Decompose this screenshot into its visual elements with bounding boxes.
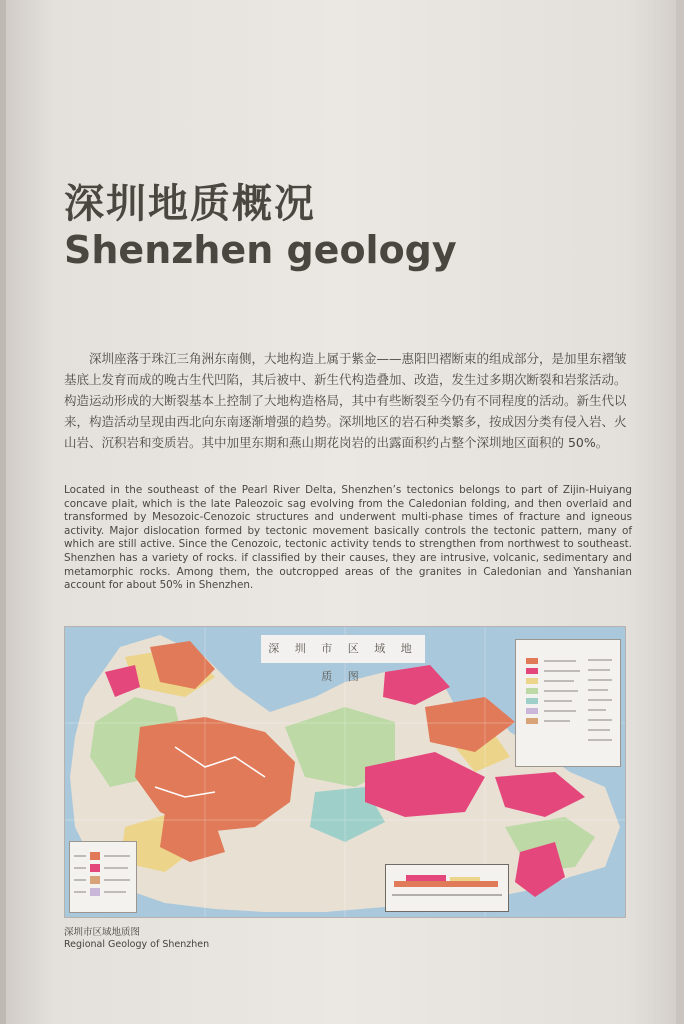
legend-swatch (526, 718, 538, 724)
legend-swatch (526, 668, 538, 674)
panel-right-edge (676, 0, 684, 1024)
map-caption-english: Regional Geology of Shenzhen (64, 939, 210, 950)
legend-swatch (90, 864, 100, 872)
section-band (450, 877, 480, 881)
legend-swatch (526, 658, 538, 664)
page-title-chinese: 深圳地质概况 (64, 181, 316, 227)
legend-text-lines (74, 856, 130, 892)
legend-swatch (90, 876, 100, 884)
map-legend (515, 639, 621, 767)
legend-swatch (90, 852, 100, 860)
map-title: 深 圳 市 区 域 地 质 图 (261, 635, 425, 663)
legend-swatch (526, 678, 538, 684)
cross-section-profile (385, 864, 509, 912)
legend-swatch (90, 888, 100, 896)
section-band (394, 881, 498, 887)
legend-swatch (526, 708, 538, 714)
legend-swatch (526, 698, 538, 704)
legend-text-lines (544, 660, 612, 740)
description-english: Located in the southeast of the Pearl River Delta, Shenzhen’s tectonics belongs to part of Zijin-Huiyang concave plait, which is the late Paleozoic sag evolving from the Caledonian folding, and then overlaid and transformed by Mesozoic-Cenozoic structures and underwent multi-phase times of fracture and igneous activity. Major dislocation formed by tectonic movement basically controls the tectonic pattern, many of which are still active. Since the Cenozoic, tectonic activity tends to strengthen from northwest to southeast. Shenzhen has a variety of rocks. if classified by their causes, they are intrusive, volcanic, sedimentary and metamorphic rocks. Among them, the outcropped areas of the granites in Caledonian and Yanshanian account for about 50% in Shenzhen. (64, 484, 632, 592)
description-chinese: 深圳座落于珠江三角洲东南侧，大地构造上属于紫金——惠阳凹褶断束的组成部分，是加里东褶皱基底上发育而成的晚古生代凹陷，其后被中、新生代构造叠加、改造，发生过多期次断裂和岩浆活动。构造运动形成的大断裂基本上控制了大地构造格局，其中有些断裂至今仍有不同程度的活动。新生代以来，构造活动呈现由西北向东南逐渐增强的趋势。深圳地区的岩石种类繁多，按成因分类有侵入岩、火山岩、沉积岩和变质岩。其中加里东期和燕山期花岗岩的出露面积约占整个深圳地区面积的 50%。 (64, 351, 627, 450)
inset-legend-graphic (70, 842, 136, 912)
geological-map (64, 626, 626, 918)
panel-left-edge (0, 0, 6, 1024)
section-band (406, 875, 446, 881)
cross-section-graphic (386, 865, 508, 911)
page-title-english: Shenzhen geology (64, 228, 457, 272)
legend-graphic (516, 640, 620, 766)
legend-swatch (526, 688, 538, 694)
map-caption-chinese: 深圳市区域地质图 (64, 927, 141, 938)
map-inset-legend (69, 841, 137, 913)
